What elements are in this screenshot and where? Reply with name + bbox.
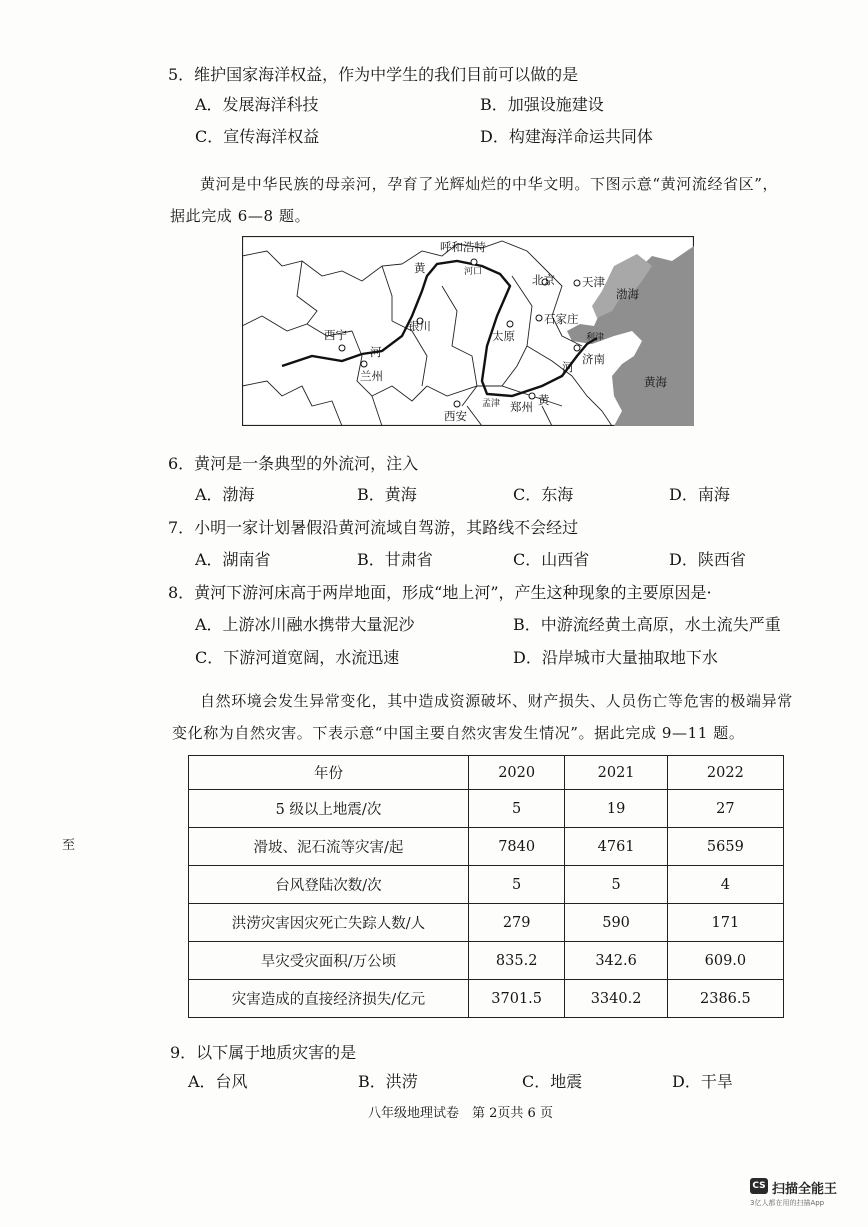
shijiazhuang-marker — [536, 315, 542, 321]
scanner-brand: 扫描全能王 — [772, 1182, 838, 1197]
q8-option-a: A．上游冰川融水携带大量泥沙 — [195, 615, 415, 634]
q5-stem: 5．维护国家海洋权益，作为中学生的我们目前可以做的是 — [168, 65, 579, 84]
q7-option-c: C．山西省 — [513, 550, 590, 569]
q6-option-c: C．东海 — [513, 485, 574, 504]
table-cell: 342.6 — [565, 942, 667, 980]
table-cell: 5 — [565, 866, 667, 904]
intro-paragraph-line1: 黄河是中华民族的母亲河，孕育了光辉灿烂的中华文明。下图示意“黄河流经省区”， — [200, 175, 779, 193]
table-row — [189, 904, 784, 942]
label-zhengzhou: 郑州 — [510, 400, 533, 414]
table-header-row — [189, 756, 784, 790]
table-cell: 5 — [468, 790, 564, 828]
q7-option-b: B．甘肃省 — [357, 550, 433, 569]
table-row — [189, 980, 784, 1018]
label-huang2: 黄 — [538, 393, 550, 407]
page-footer: 八年级地理试卷 第 2页共 6 页 — [368, 1106, 553, 1121]
zhengzhou-marker — [529, 393, 535, 399]
table-cell: 3701.5 — [468, 980, 564, 1018]
huhehaote-marker — [471, 259, 477, 265]
table-cell: 4 — [667, 866, 783, 904]
q9-stem: 9．以下属于地质灾害的是 — [170, 1043, 357, 1062]
table-header-cell: 2022 — [667, 756, 783, 790]
taiyuan-marker — [507, 321, 513, 327]
table-cell: 590 — [565, 904, 667, 942]
label-huanghai: 黄海 — [644, 375, 667, 389]
intro2-paragraph-line1: 自然环境会发生异常变化，其中造成资源破坏、财产损失、人员伤亡等危害的极端异常 — [200, 692, 793, 710]
table-cell: 19 — [565, 790, 667, 828]
q7-option-d: D．陕西省 — [669, 550, 746, 569]
q6-option-a: A．渤海 — [195, 485, 255, 504]
table-cell: 5659 — [667, 828, 783, 866]
table-cell: 7840 — [468, 828, 564, 866]
table-header-cell: 2021 — [565, 756, 667, 790]
scanner-tagline: 3亿人都在用的扫描App — [750, 1199, 825, 1207]
tianjin-marker — [574, 280, 580, 286]
disaster-table — [188, 755, 784, 1018]
q9-option-d: D．干旱 — [672, 1072, 733, 1091]
q9-option-a: A．台风 — [188, 1072, 248, 1091]
table-cell: 洪涝灾害因灾死亡失踪人数/人 — [189, 904, 469, 942]
q9-option-b: B．洪涝 — [358, 1072, 418, 1091]
q6-option-d: D．南海 — [669, 485, 730, 504]
label-jinan: 济南 — [582, 352, 605, 366]
q8-option-b: B．中游流经黄土高原，水土流失严重 — [513, 615, 781, 634]
q9-option-c: C．地震 — [522, 1072, 583, 1091]
table-cell: 171 — [667, 904, 783, 942]
label-huang: 黄 — [414, 261, 426, 275]
table-cell: 5 级以上地震/次 — [189, 790, 469, 828]
q5-option-a: A．发展海洋科技 — [195, 95, 319, 114]
q7-stem: 7．小明一家计划暑假沿黄河流域自驾游，其路线不会经过 — [168, 518, 579, 537]
q7-option-a: A．湖南省 — [195, 550, 271, 569]
label-lijin: 利津 — [586, 333, 605, 343]
label-yinchuan: 银川 — [408, 319, 431, 333]
xining-marker — [339, 345, 345, 351]
table-row — [189, 866, 784, 904]
label-he2: 河 — [562, 360, 574, 374]
label-tianjin: 天津 — [582, 275, 605, 289]
yellow-river-map — [242, 236, 694, 426]
label-bohai: 渤海 — [616, 287, 639, 301]
q5-option-c: C．宣传海洋权益 — [195, 127, 320, 146]
label-he: 河 — [370, 345, 382, 359]
table-cell: 滑坡、泥石流等灾害/起 — [189, 828, 469, 866]
q5-option-d: D．构建海洋命运共同体 — [480, 127, 653, 146]
label-mengjin: 孟津 — [482, 399, 501, 409]
table-row — [189, 828, 784, 866]
q8-stem: 8．黄河下游河床高于两岸地面，形成“地上河”，产生这种现象的主要原因是· — [168, 583, 712, 602]
scanner-logo-icon: CS — [750, 1178, 768, 1194]
table-header-cell: 年份 — [189, 756, 469, 790]
label-xian: 西安 — [444, 409, 467, 423]
label-lanzhou: 兰州 — [360, 369, 383, 383]
q8-option-c: C．下游河道宽阔，水流迅速 — [195, 648, 400, 667]
table-cell: 4761 — [565, 828, 667, 866]
table-cell: 2386.5 — [667, 980, 783, 1018]
label-xining: 西宁 — [324, 328, 347, 342]
jinan-marker — [574, 345, 580, 351]
q6-stem: 6．黄河是一条典型的外流河，注入 — [168, 454, 419, 473]
label-taiyuan: 太原 — [492, 329, 515, 343]
intro2-paragraph-line2: 变化称为自然灾害。下表示意“中国主要自然灾害发生情况”。据此完成 9—11 题。 — [172, 724, 745, 742]
table-cell: 灾害造成的直接经济损失/亿元 — [189, 980, 469, 1018]
margin-mark: 至 — [62, 838, 76, 853]
table-row — [189, 790, 784, 828]
table-cell: 835.2 — [468, 942, 564, 980]
label-shijiazhuang: 石家庄 — [544, 312, 579, 326]
label-huhehaote: 呼和浩特 — [440, 240, 486, 254]
xian-marker — [454, 401, 460, 407]
table-cell: 台风登陆次数/次 — [189, 866, 469, 904]
q5-option-b: B．加强设施建设 — [480, 95, 604, 114]
table-cell: 27 — [667, 790, 783, 828]
label-hekou: 河口 — [464, 267, 483, 277]
label-beijing: 北京 — [532, 273, 555, 287]
table-cell: 609.0 — [667, 942, 783, 980]
table-row — [189, 942, 784, 980]
table-cell: 5 — [468, 866, 564, 904]
table-cell: 3340.2 — [565, 980, 667, 1018]
table-header-cell: 2020 — [468, 756, 564, 790]
q8-option-d: D．沿岸城市大量抽取地下水 — [513, 648, 718, 667]
q6-option-b: B．黄海 — [357, 485, 417, 504]
table-cell: 旱灾受灾面积/万公顷 — [189, 942, 469, 980]
table-cell: 279 — [468, 904, 564, 942]
lanzhou-marker — [361, 361, 367, 367]
intro-paragraph-line2: 据此完成 6—8 题。 — [170, 207, 311, 225]
